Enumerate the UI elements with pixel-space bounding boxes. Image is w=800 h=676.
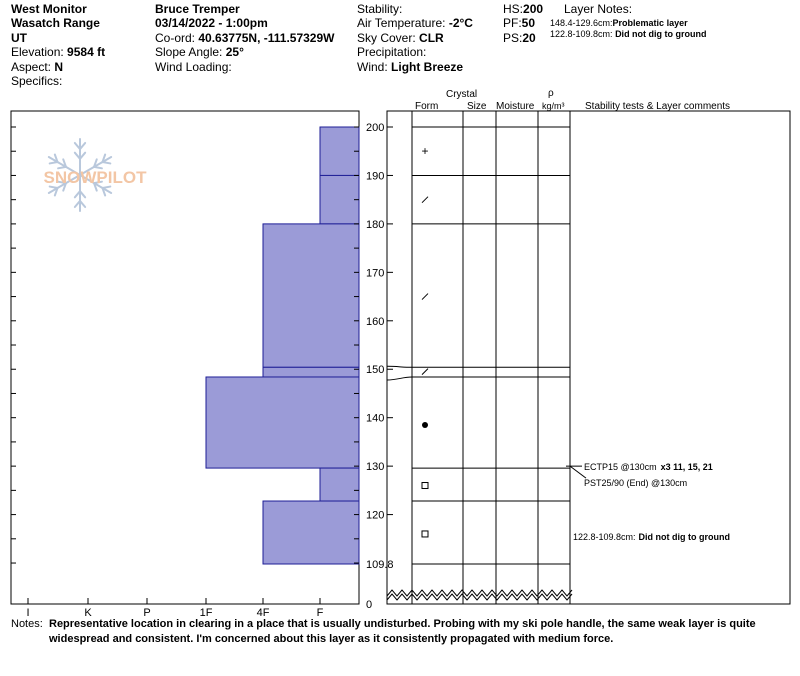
moisture-header: Moisture (496, 101, 535, 112)
air-temp-value: -2°C (448, 16, 473, 30)
height-tick-label: 170 (366, 267, 385, 280)
depth-break (387, 590, 572, 596)
density-unit-header: kg/m³ (542, 101, 565, 111)
aspect-value: N (54, 60, 64, 74)
grain-form-square (422, 483, 428, 489)
height-tick-label: 120 (366, 509, 385, 522)
layer-comment-text: Did not dig to ground (638, 532, 731, 542)
specifics-label: Specifics: (11, 74, 63, 88)
hs-label: HS: (503, 2, 524, 16)
size-header: Size (467, 101, 487, 112)
hardness-tick-label: K (84, 607, 92, 619)
elevation-label: Elevation: (11, 45, 64, 59)
sky-label: Sky Cover: (357, 31, 416, 45)
grain-form-new-snow: + (421, 144, 429, 159)
rho-header: ρ (548, 88, 554, 99)
hardness-bar-1 (320, 127, 359, 175)
datetime: 03/14/2022 - 1:00pm (155, 16, 268, 30)
hardness-bar-5 (206, 377, 359, 468)
height-tick-label: 150 (366, 364, 385, 377)
wind-loading-label: Wind Loading: (155, 60, 232, 74)
snowpilot-logo (44, 139, 148, 211)
observer-name: Bruce Tremper (155, 2, 240, 16)
height-tick-label: 200 (366, 122, 385, 134)
ps-value: 20 (522, 31, 536, 45)
test-1-b: x3 11, 15, 21 (660, 462, 713, 472)
hardness-tick-label: P (143, 607, 151, 619)
hardness-bar-6 (320, 468, 359, 501)
grain-forms (421, 144, 428, 537)
notes-text: Representative location in clearing in a place that is usually undisturbed. Probing with my ski pole handle, the same weak layer is quite widespread and consistent. I'm concerned about this layer as it consistently propagated with medium force. (49, 618, 756, 645)
flake-branch (102, 162, 110, 163)
grain-form-dot (422, 422, 428, 428)
air-temp-label: Air Temperature: (357, 16, 446, 30)
precip-label: Precipitation: (357, 45, 427, 59)
height-tick-label: 140 (366, 412, 385, 425)
sky-value: CLR (419, 31, 444, 45)
stability-annotations (573, 462, 730, 542)
coord-value: 40.63775N, -111.57329W (198, 31, 335, 45)
layer-connector (387, 377, 412, 380)
grain-form-square (422, 531, 428, 537)
height-tick-label: 160 (366, 315, 385, 328)
logo-text: SNOWPILOT (43, 168, 147, 187)
elevation-value: 9584 ft (67, 45, 106, 59)
wind-value: Light Breeze (391, 60, 464, 74)
layer-connector (387, 366, 412, 367)
test-1-a: ECTP15 @130cm (584, 462, 657, 472)
aspect-label: Aspect: (11, 60, 52, 74)
coord-label: Co-ord: (155, 31, 196, 45)
profile-frame (387, 111, 790, 604)
height-tick-label: 190 (366, 170, 385, 183)
height-zero-label: 0 (366, 599, 373, 611)
site-name: West Monitor (11, 2, 87, 16)
test-2-annotation: PST25/90 (End) @130cm (584, 478, 688, 488)
hardness-bar-2 (320, 175, 359, 223)
pf-label: PF: (503, 16, 522, 30)
ps-label: PS: (503, 31, 523, 45)
depth-break (387, 594, 572, 600)
hardness-bars (206, 127, 359, 564)
hardness-tick-label: 1F (199, 607, 213, 619)
grain-form-slash (422, 369, 428, 375)
form-header: Form (415, 101, 439, 112)
notes-label: Notes: (11, 618, 43, 630)
layer-note-2-range: 122.8-109.8cm: (550, 29, 613, 39)
state-name: UT (11, 31, 27, 45)
flake-branch (50, 162, 58, 163)
hardness-tick-label: F (316, 607, 324, 619)
height-tick-label: 180 (366, 218, 385, 231)
hs-value: 200 (523, 2, 544, 16)
slope-label: Slope Angle: (155, 45, 223, 59)
layer-comment-range: 122.8-109.8cm: (573, 532, 636, 542)
height-tick-label: 130 (366, 461, 385, 474)
grain-form-slash (422, 294, 428, 300)
layer-note-1-range: 148.4-129.6cm: (550, 18, 613, 28)
hardness-bar-4 (263, 367, 359, 377)
layer-note-2-text: Did not dig to ground (615, 29, 707, 39)
pf-value: 50 (521, 16, 536, 30)
profile-grid (387, 111, 586, 604)
layer-comment (573, 532, 730, 542)
hardness-tick-label: I (26, 607, 30, 619)
hardness-bar-7 (263, 501, 359, 564)
hardness-bar-3 (263, 224, 359, 367)
range-name: Wasatch Range (11, 16, 100, 30)
hardness-tick-label: 4F (256, 607, 270, 619)
comments-header: Stability tests & Layer comments (585, 101, 731, 112)
crystal-header: Crystal (446, 89, 478, 100)
grain-form-slash (422, 197, 428, 203)
slope-value: 25° (225, 45, 244, 59)
layer-note-1-text: Problematic layer (612, 18, 688, 28)
stability-label: Stability: (357, 2, 403, 16)
layer-notes-label: Layer Notes: (564, 2, 633, 16)
height-bottom-label: 109.8 (366, 559, 394, 571)
wind-label: Wind: (357, 60, 388, 74)
test-1-annotation (584, 462, 713, 472)
